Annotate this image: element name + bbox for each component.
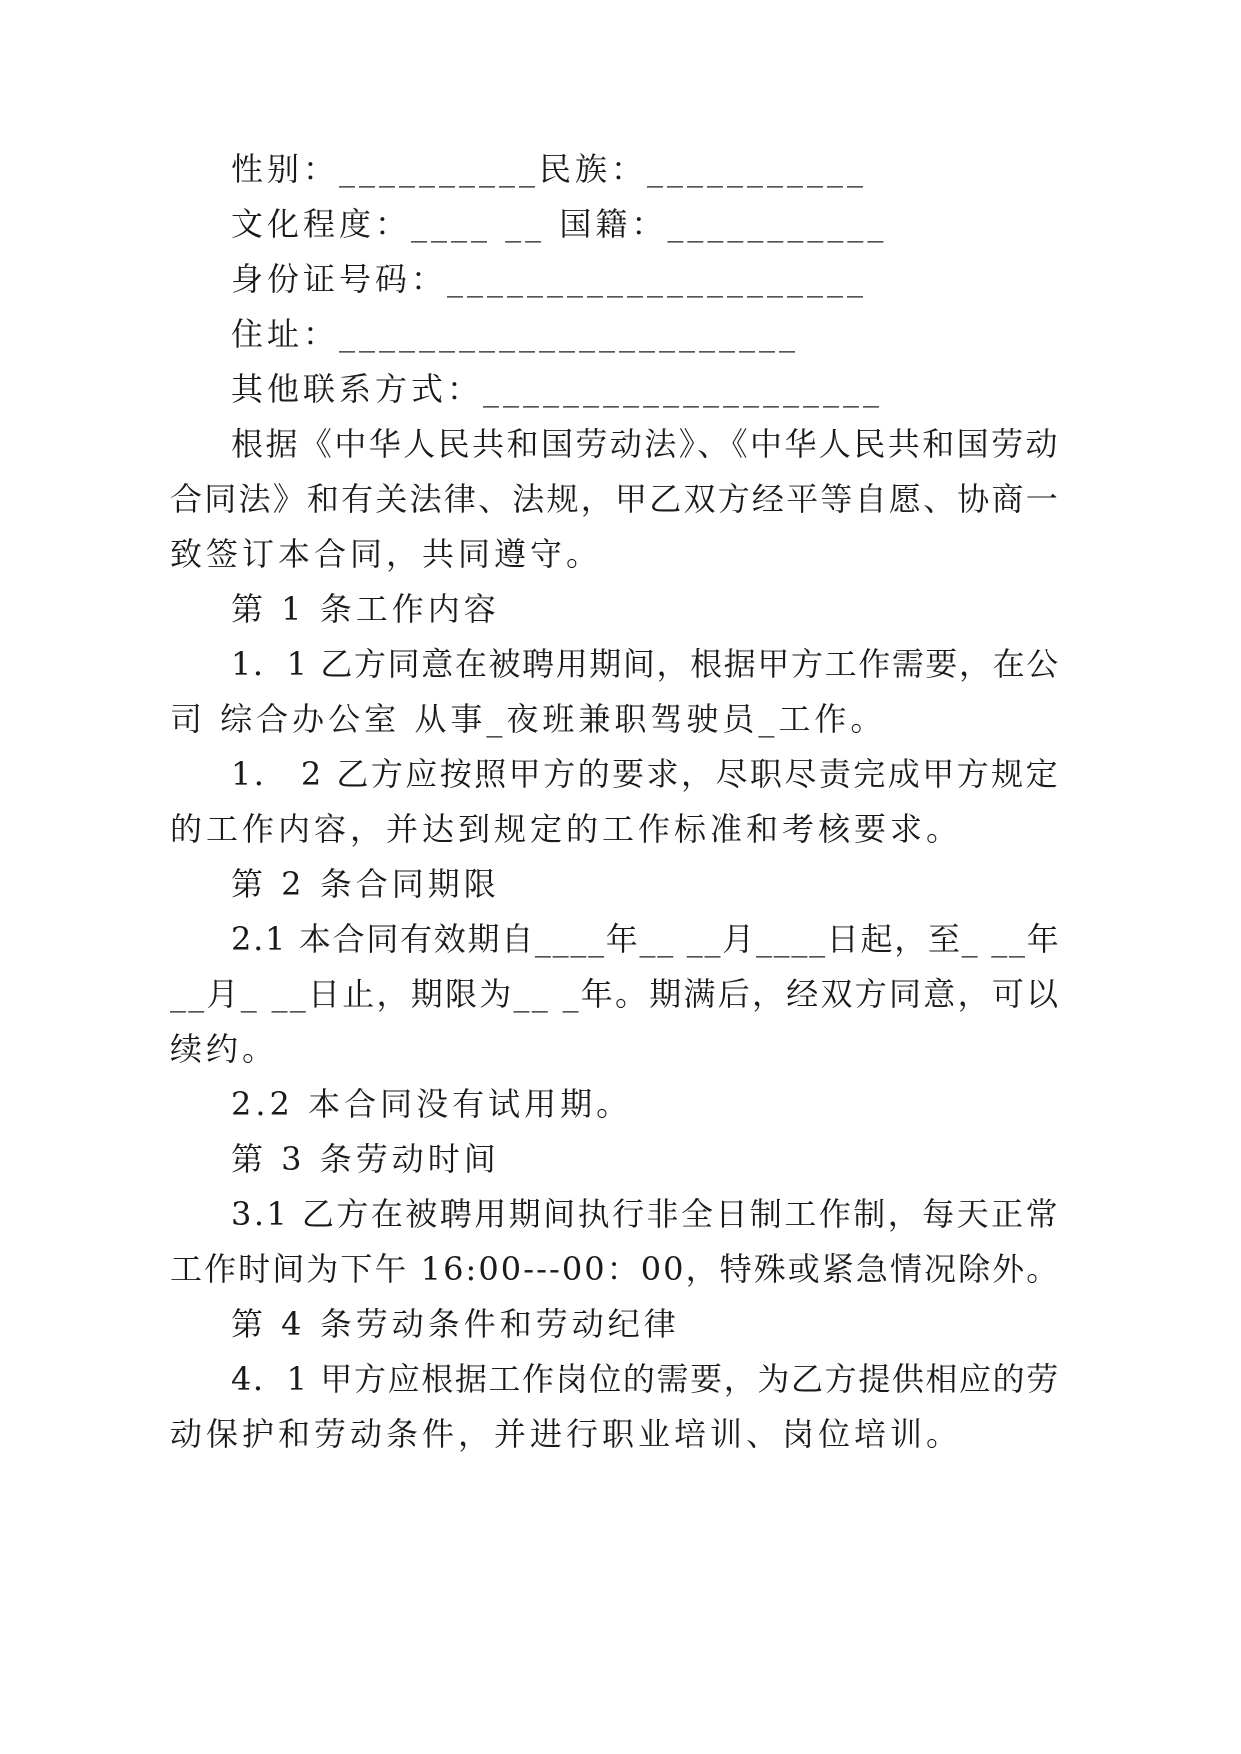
clause-1-2-line-2: 的工作内容，并达到规定的工作标准和考核要求。 bbox=[170, 810, 963, 848]
paragraph-preamble-line-3: 致签订本合同，共同遵守。 bbox=[170, 535, 603, 573]
clause-2-2: 2.2 本合同没有试用期。 bbox=[231, 1085, 633, 1123]
paragraph-preamble-line-2: 合同法》和有关法律、法规，甲乙双方经平等自愿、协商一 bbox=[170, 480, 1061, 518]
clause-4-1-line-1: 4．1 甲方应根据工作岗位的需要，为乙方提供相应的劳 bbox=[231, 1360, 1060, 1398]
article-1-heading: 第 1 条工作内容 bbox=[231, 590, 500, 628]
clause-2-1-line-3: 续约。 bbox=[170, 1030, 279, 1068]
article-4-heading: 第 4 条劳动条件和劳动纪律 bbox=[231, 1305, 680, 1343]
field-gender-ethnicity: 性别：__________民族：___________ bbox=[231, 150, 868, 188]
clause-4-1-line-2: 动保护和劳动条件，并进行职业培训、岗位培训。 bbox=[170, 1415, 963, 1453]
paragraph-preamble-line-1: 根据《中华人民共和国劳动法》、《中华人民共和国劳动 bbox=[231, 425, 1061, 463]
field-id-number: 身份证号码：_____________________ bbox=[231, 260, 868, 298]
field-address: 住址：_______________________ bbox=[231, 315, 800, 353]
article-3-heading: 第 3 条劳动时间 bbox=[231, 1140, 500, 1178]
article-2-heading: 第 2 条合同期限 bbox=[231, 865, 500, 903]
field-other-contact: 其他联系方式：____________________ bbox=[231, 370, 884, 408]
clause-3-1-line-2: 工作时间为下午 16:00---00：00，特殊或紧急情况除外。 bbox=[170, 1250, 1061, 1288]
clause-2-1-line-1: 2.1 本合同有效期自____年__ __月____日起，至_ __年 bbox=[231, 920, 1061, 958]
clause-1-2-line-1: 1． 2 乙方应按照甲方的要求，尽职尽责完成甲方规定 bbox=[231, 755, 1061, 793]
clause-3-1-line-1: 3.1 乙方在被聘用期间执行非全日制工作制，每天正常 bbox=[231, 1195, 1061, 1233]
clause-1-1-line-2: 司 综合办公室 从事_夜班兼职驾驶员_工作。 bbox=[170, 700, 887, 738]
clause-1-1-line-1: 1．1 乙方同意在被聘用期间，根据甲方工作需要，在公 bbox=[231, 645, 1060, 683]
field-education-nationality: 文化程度：____ __ 国籍：___________ bbox=[231, 205, 888, 243]
clause-2-1-line-2: __月_ __日止，期限为__ _年。期满后，经双方同意，可以 bbox=[170, 975, 1061, 1013]
